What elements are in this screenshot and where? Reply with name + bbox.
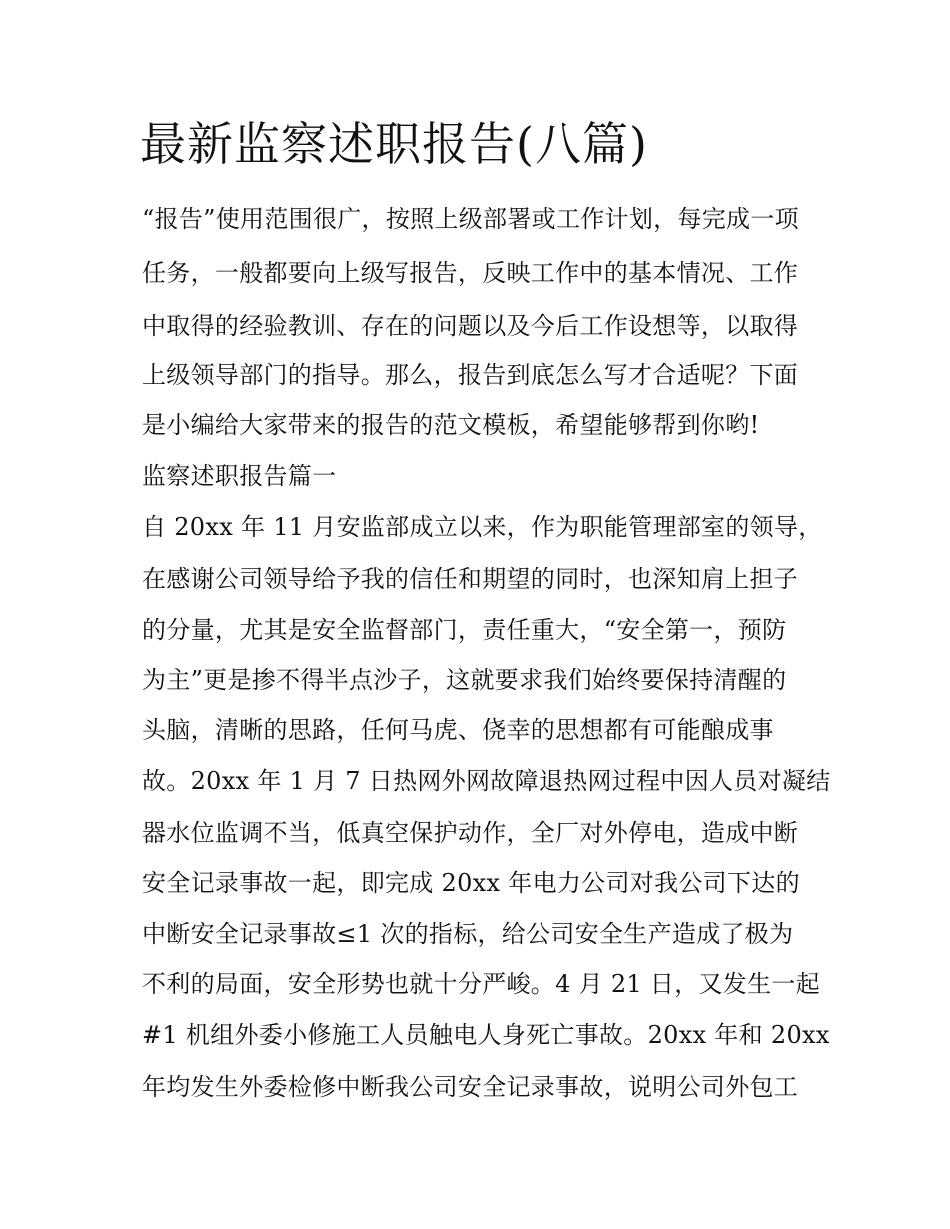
paragraph-line: “报告”使用范围很广，按照上级部署或工作计划，每完成一项: [142, 205, 799, 233]
paragraph-line: 中断安全记录事故≤1 次的指标，给公司安全生产造成了极为: [142, 920, 794, 948]
paragraph-line: 的分量，尤其是安全监督部门，责任重大，“安全第一，预防: [142, 616, 787, 644]
paragraph-line: 器水位监调不当，低真空保护动作，全厂对外停电，造成中断: [142, 819, 799, 847]
paragraph-line: 头脑，清晰的思路，任何马虎、侥幸的思想都有可能酿成事: [142, 716, 774, 744]
paragraph-line: 是小编给大家带来的报告的范文模板，希望能够帮到你哟!: [142, 411, 760, 439]
paragraph-line: 年均发生外委检修中断我公司安全记录事故，说明公司外包工: [142, 1073, 799, 1101]
document-title: 最新监察述职报告(八篇): [140, 117, 648, 171]
paragraph-line: #1 机组外委小修施工人员触电人身死亡事故。20xx 年和 20xx: [142, 1021, 830, 1049]
paragraph-line: 故。20xx 年 1 月 7 日热网外网故障退热网过程中因人员对凝结: [142, 767, 831, 795]
paragraph-line: 安全记录事故一起，即完成 20xx 年电力公司对我公司下达的: [142, 869, 800, 897]
paragraph-line: 自 20xx 年 11 月安监部成立以来，作为职能管理部室的领导，: [142, 513, 823, 541]
paragraph-line: 为主”更是掺不得半点沙子，这就要求我们始终要保持清醒的: [142, 666, 787, 694]
paragraph-line: 中取得的经验教训、存在的问题以及今后工作设想等，以取得: [142, 312, 799, 340]
paragraph-line: 上级领导部门的指导。那么，报告到底怎么写才合适呢？下面: [142, 361, 799, 389]
paragraph-line: 任务，一般都要向上级写报告，反映工作中的基本情况、工作: [142, 259, 799, 287]
section-heading: 监察述职报告篇一: [142, 462, 337, 490]
paragraph-line: 在感谢公司领导给予我的信任和期望的同时，也深知肩上担子: [142, 565, 799, 593]
paragraph-line: 不利的局面，安全形势也就十分严峻。4 月 21 日，又发生一起: [142, 970, 820, 998]
